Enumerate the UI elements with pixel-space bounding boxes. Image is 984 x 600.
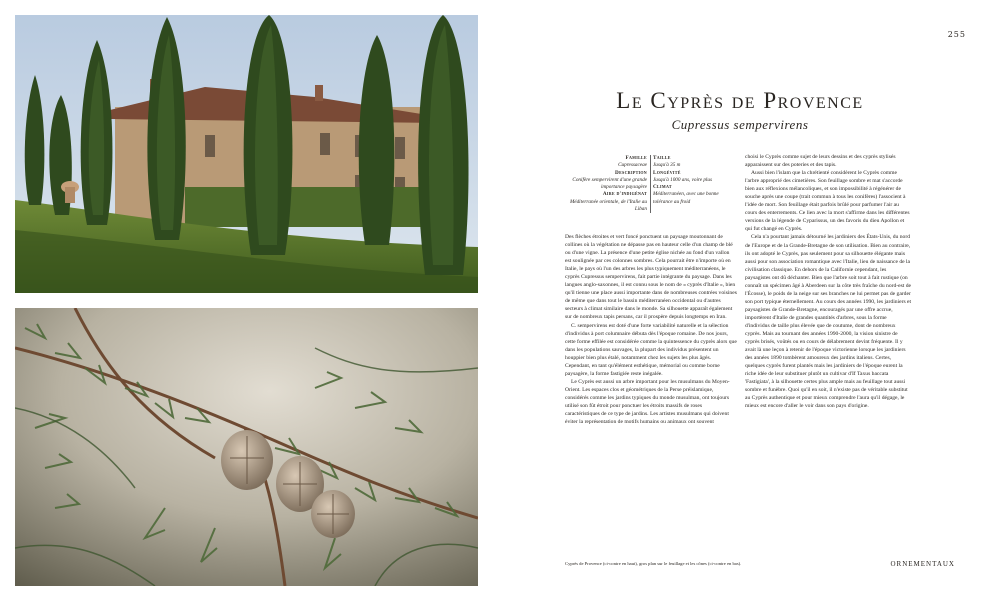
fact-climate <box>653 184 731 206</box>
fact-box-right <box>653 155 731 206</box>
page-number: 255 <box>947 30 966 39</box>
body-paragraph: Le Cyprès est aussi un arbre important pour les musulmans du Moyen-Orient. Les espaces clos et géométriques de la Perse préislamique, considérés comme les jardins typiques du monde musulman, ont toujours utilisé son fût étroit pour ponctuer les étroits massifs de roses caractéristiques de ce type de jardins. Les artistes musulmans qui doivent éviter la représentation de motifs humains ou animaux ont souvent <box>565 378 730 426</box>
fact-value: Méditerranée orientale, de l'Italie au Liban <box>569 198 647 213</box>
cypress-foliage-illustration <box>15 308 478 586</box>
fact-label: Aire d'indigénat <box>602 191 647 198</box>
fact-value: Méditerranéen, avec une bonne tolérance au froid <box>653 191 719 205</box>
cypress-foliage-photo <box>15 308 478 586</box>
fact-description <box>565 170 647 192</box>
fact-family <box>565 155 647 170</box>
fact-value: Jusqu'à 35 m <box>653 162 681 169</box>
fact-longevity <box>653 170 731 185</box>
fact-value: Conifère sempervirent d'une grande importance paysagère <box>572 176 647 191</box>
fact-label: Climat <box>653 184 672 191</box>
fact-value: Jusqu'à 1000 ans, voire plus <box>653 176 712 183</box>
fact-label: Description <box>615 169 647 176</box>
body-column-2 <box>745 153 912 533</box>
fact-box-left <box>565 155 651 213</box>
fact-label: Famille <box>625 155 647 161</box>
body-paragraph: Aussi bien l'islam que la chrétienté considèrent le Cyprès comme l'arbre approprié des cimetières. Son feuillage sombre et mat s'accorde bien aux réflexions mélancoliques, et son impossibilité à régénérer de souche après une coupe (trait commun à tous les conifères) l'associent à l'idée de mort. Son feuillage était parfois brûlé pour parfumer l'air au cours des enterrements. Ce lien avec la mort s'affirme dans les différentes versions de la légende de Cyparissus, un des favoris du dieu Apollon et qui fut changé en Cyprès. <box>745 170 910 233</box>
fact-label: Longévité <box>653 169 681 176</box>
body-paragraph: C. sempervirens est doté d'une forte variabilité naturelle et la sélection d'individus à port columnaire débuta dès l'époque romaine. De nos jours, cette forme effilée est considérée comme la quintessence du cyprès alors que dans les populations sauvages, la plupart des individus présentent un houppier bien plus étalé, notamment chez les sujets les plus âgés. Cependant, en tant qu'élément esthétique, mémorial ou comme borne paysagère, la forme fastigiée reste inégalée. <box>565 322 737 377</box>
fact-value: Cupressaceae <box>618 162 647 169</box>
fact-size <box>653 155 731 170</box>
fact-label: Taille <box>653 155 671 161</box>
section-label: ORNEMENTAUX <box>890 560 955 568</box>
body-column-1 <box>565 233 737 533</box>
body-paragraph: choisi le Cyprès comme sujet de leurs dessins et des cyprès stylisés apparaissent sur des poteries et des tapis. <box>745 154 896 169</box>
villa-cypress-illustration <box>15 15 478 293</box>
villa-cypress-photo <box>15 15 478 293</box>
article-title: Le Cyprès de Provence <box>616 88 864 113</box>
fact-native-range <box>565 191 647 213</box>
photo-caption: Cyprès de Provence (ci-contre en haut), gros plan sur le feuillage et les cônes (ci-contre en bas). <box>565 561 742 566</box>
body-paragraph: Cela n'a pourtant jamais détourné les jardiniers des États-Unis, du nord de l'Europe et de la Grande-Bretagne de son utilisation. Bien au contraire, ils ont adopté le Cyprès, pas seulement pour sa silhouette élégante mais aussi pour son association romantique avec l'Italie, lieu de naissance de la civilisation classique. En dehors de la Californie cependant, les paysagistes ont dû déchanter. Bien que l'arbre soit tout à fait rustique (on connaît un spécimen âgé à Aberdeen sur la côte très fraîche du nord-est de l'Écosse), le poids de la neige sur ses branches ne lui permet pas de garder son port typique éternellement. Au cours des années 1990, les jardiniers et paysagistes de Grande-Bretagne, encouragés par une offre accrue, importèrent d'Italie de grandes quantités d'arbres, sous la forme d'individus de taille plus élevée que de coutume, dont de nombreux cyprès. Mais au tournant des années 1990-2000, la vision sinistre de cyprès brisés, voûtés ou en cours de délabrement devint fréquente. Il y avait là une leçon à retenir de l'époque victorienne lorsque les jardiniers des années 1890 tombèrent amoureux des jardins italiens. Certes, quelques cyprès furent plantés mais les jardiniers de l'époque eurent la riche idée de leur substituer plutôt un cultivar d'If Taxus baccata 'Fastigiata', à la silhouette certes plus ample mais au feuillage tout aussi sombre et funèbre. Quoi qu'il en soit, il n'existe pas de véritable substitut au Cyprès authentique et pour mieux comprendre l'aura qu'il dégage, le mieux est encore d'aller le voir dans son pays d'origine. <box>745 234 912 410</box>
latin-name: Cupressus sempervirens <box>671 117 809 132</box>
body-paragraph: Des flèches étroites et vert foncé ponctuent un paysage moutonnant de collines où la végétation ne dépasse pas en hauteur celle d'un champ de blé ou d'une vigne. La présence d'une petite église nichée au fond d'un vallon est soulignée par ces colonnes sombres. Cela pourrait être n'importe où en Italie, le pays où l'un des arbres les plus typiquement méditerranéens, le cyprès Cupressus sempervirens, fait partie intégrante du paysage. Dans les langues anglo-saxonnes, il est connu sous le nom de « cyprès d'Italie », bien qu'il tienne une place aussi importante dans de nombreuses contrées voisines de même que dans tout le bassin méditerranéen occidental ou d'autres secteurs à climat similaire dans le monde. Sa silhouette apparaît également sur de nombreux tapis persans, car il prospère depuis longtemps en Iran. <box>565 234 737 321</box>
